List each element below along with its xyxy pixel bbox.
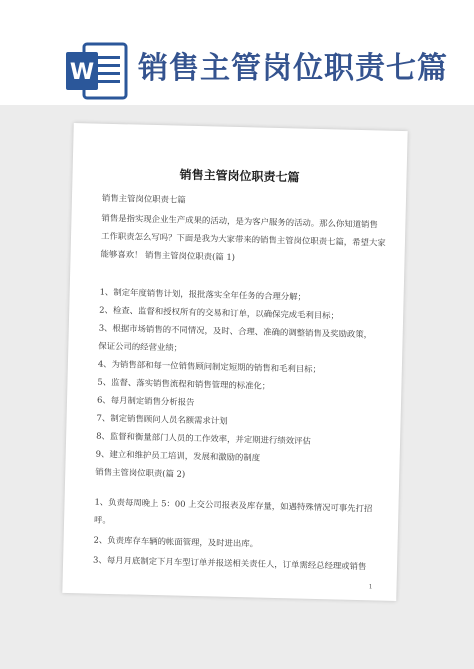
body-line: 7、制定销售顾问人员名额需求计划 — [96, 412, 228, 426]
body-line: 2、检查、监督和授权所有的交易和订单，以确保完成毛利目标； — [99, 304, 340, 321]
banner-title: 销售主管岗位职责七篇 — [138, 51, 448, 86]
section-heading: 销售主管岗位职责(篇 2) — [95, 466, 186, 479]
body-line: 6、每月制定销售分析报告 — [96, 394, 195, 408]
body-line: 3、每月月底制定下月车型订单并报送相关责任人，订单需经总经理或销售 — [93, 554, 367, 572]
document-title: 销售主管岗位职责七篇 — [179, 167, 300, 185]
body-line: 呼。 — [93, 514, 111, 526]
page-number: 1 — [368, 583, 373, 591]
document-body — [93, 192, 392, 572]
banner — [0, 0, 474, 105]
body-line: 4、为销售部和每一位销售顾问制定短期的销售和毛利目标； — [97, 358, 322, 375]
body-line: 3、根据市场销售的不同情况，及时、合理、准确的调整销售及奖励政策， — [98, 322, 373, 340]
document-page — [62, 123, 407, 601]
body-line: 1、负责每周晚上 5：00 上交公司报表及库存量，如遇特殊情况可事先打招 — [94, 496, 373, 514]
body-line: 销售是指实现企业生产成果的活动，是为客户服务的活动。那么你知道销售 — [101, 212, 378, 230]
body-line: 销售主管岗位职责七篇 — [101, 192, 186, 205]
body-line: 2、负责库存车辆的帐面管理，及时进出库。 — [93, 534, 259, 549]
body-line: 能够喜欢！ 销售主管岗位职责(篇 1) — [100, 248, 236, 262]
body-line: 5、监督、落实销售流程和销售管理的标准化； — [97, 376, 271, 391]
body-line: 保证公司的经营业绩； — [98, 340, 183, 353]
body-line: 8、监督和衡量部门人员的工作效率，并定期进行绩效评估 — [96, 430, 311, 446]
body-line: 工作职责怎么写吗？下面是我为大家带来的销售主管岗位职责七篇，希望大家 — [100, 230, 386, 248]
body-line: 9、建立和维护员工培训，发展和激励的制度 — [95, 448, 261, 463]
word-doc-icon — [66, 42, 128, 100]
body-line: 1、制定年度销售计划，报批落实全年任务的合理分解； — [99, 286, 307, 302]
word-letter: W — [69, 60, 95, 85]
